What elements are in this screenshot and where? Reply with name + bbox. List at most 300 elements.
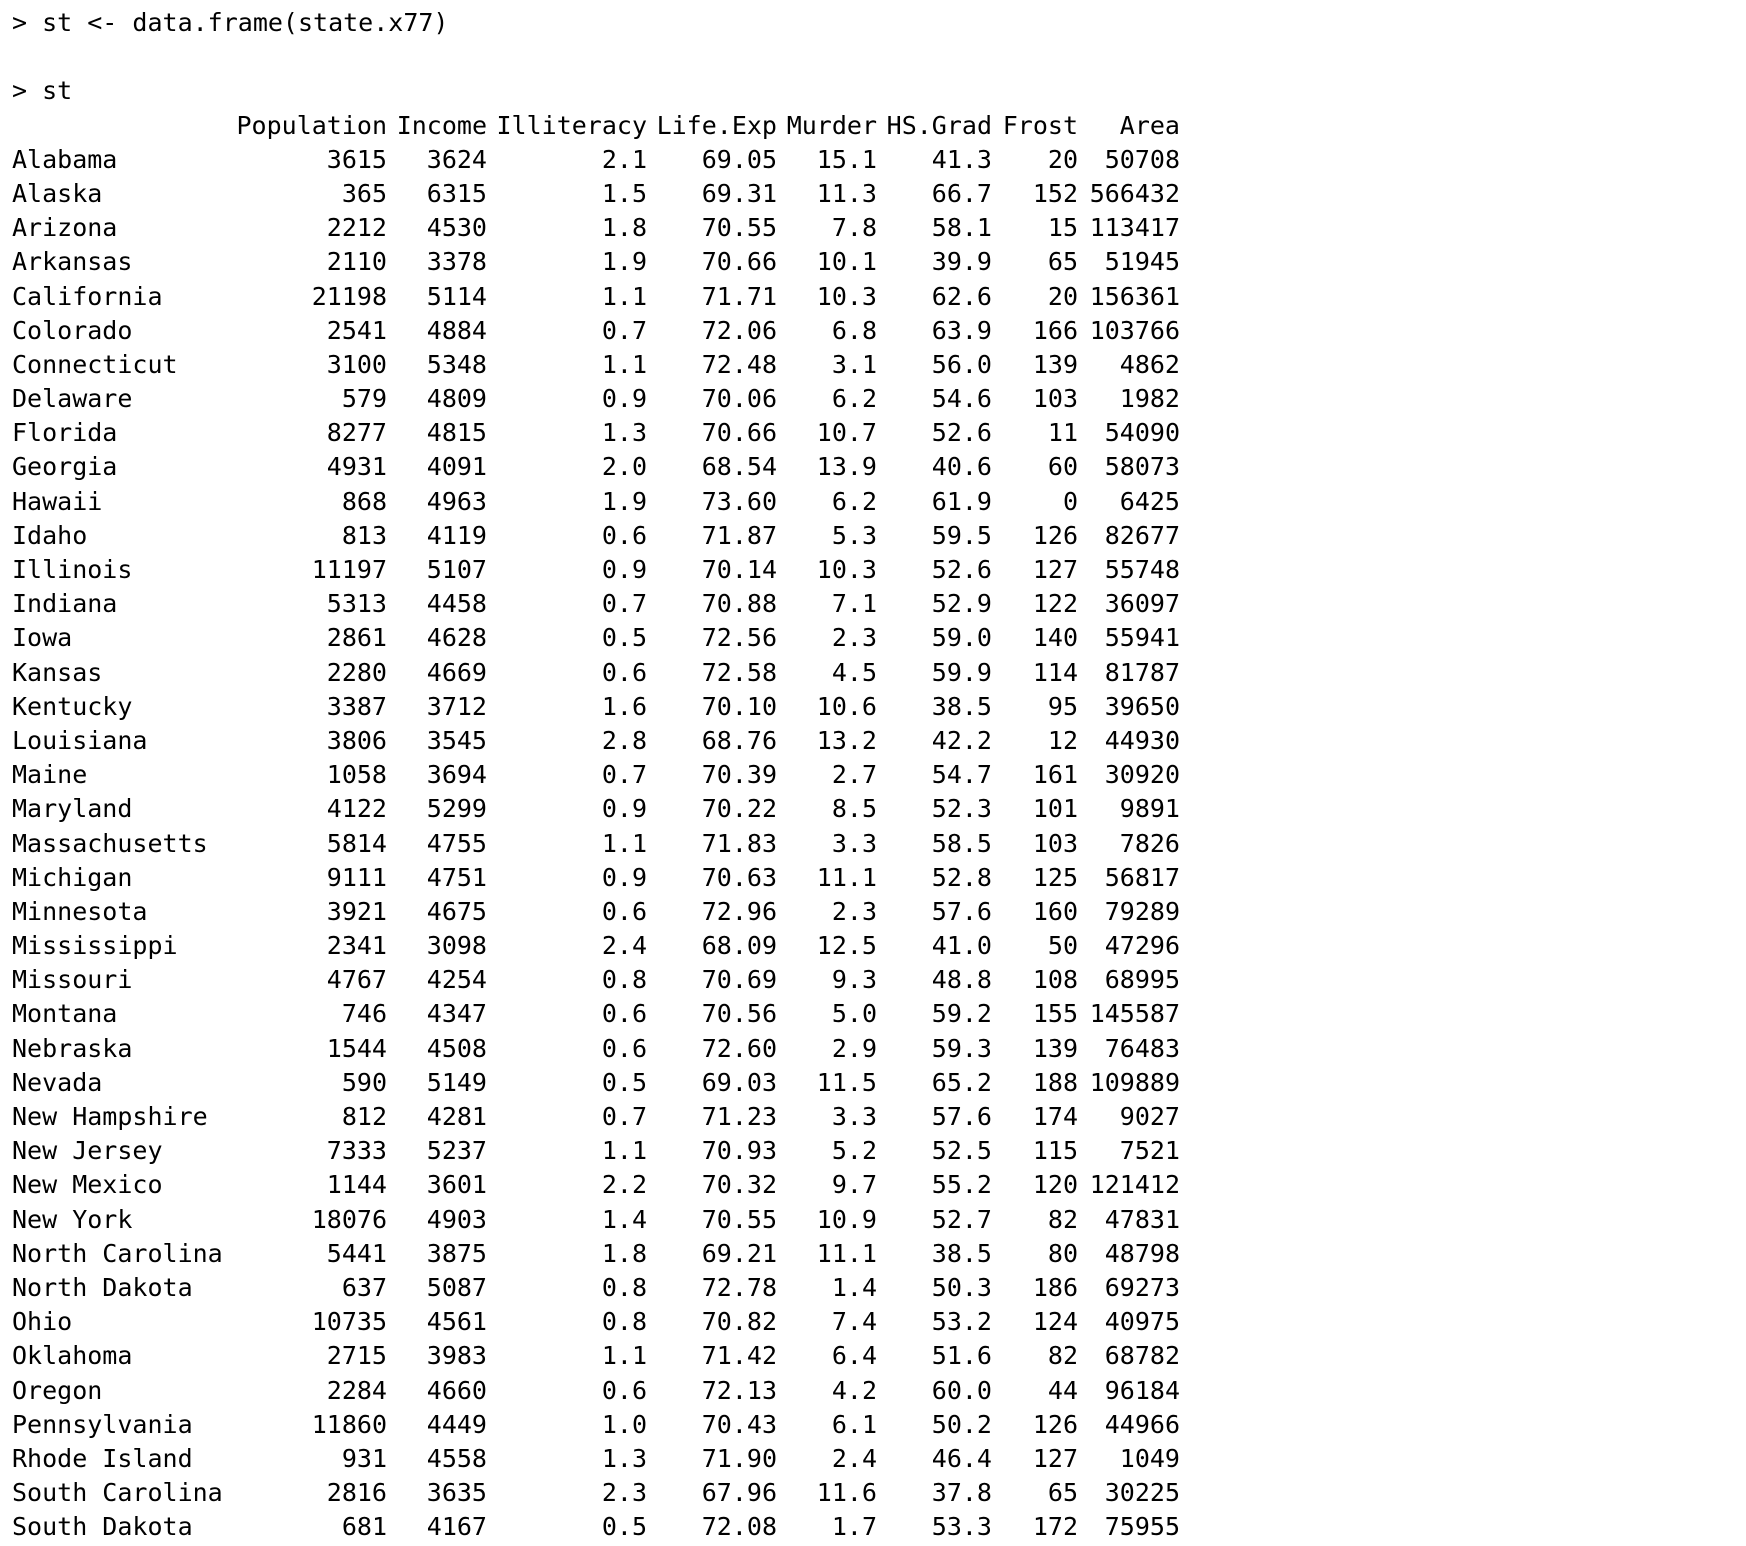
population-cell: 681: [341, 1512, 387, 1542]
life-exp-cell: 72.60: [701, 1033, 777, 1063]
income-cell: 4558: [426, 1443, 487, 1473]
hs-grad-cell: 66.7: [931, 178, 992, 208]
frost-cell: 80: [1047, 1238, 1078, 1268]
population-cell: 5441: [326, 1238, 387, 1268]
life-exp-cell: 70.55: [701, 213, 777, 243]
income-cell: 4660: [426, 1375, 487, 1405]
area-cell: 55941: [1104, 623, 1180, 653]
life-exp-cell: 67.96: [701, 1478, 777, 1508]
life-exp-cell: 71.87: [701, 520, 777, 550]
illiteracy-cell: 2.3: [601, 1478, 647, 1508]
hs-grad-cell: 41.3: [931, 144, 992, 174]
area-cell: 6425: [1119, 486, 1180, 516]
murder-cell: 10.9: [816, 1204, 877, 1234]
area-cell: 121412: [1089, 1170, 1180, 1200]
income-cell: 4508: [426, 1033, 487, 1063]
illiteracy-cell: 0.6: [601, 1375, 647, 1405]
column-header-murder: Murder: [786, 110, 877, 140]
population-cell: 3387: [326, 691, 387, 721]
frost-cell: 126: [1032, 1409, 1078, 1439]
population-cell: 931: [341, 1443, 387, 1473]
table-row: [12, 280, 1746, 314]
income-cell: 3378: [426, 247, 487, 277]
frost-cell: 103: [1032, 384, 1078, 414]
income-cell: 4458: [426, 589, 487, 619]
blank-line: [12, 40, 1746, 74]
population-cell: 2110: [326, 247, 387, 277]
frost-cell: 166: [1032, 315, 1078, 345]
population-cell: 3100: [326, 349, 387, 379]
murder-cell: 11.3: [816, 178, 877, 208]
murder-cell: 6.2: [831, 486, 877, 516]
income-cell: 4669: [426, 657, 487, 687]
area-cell: 58073: [1104, 452, 1180, 482]
population-cell: 1544: [326, 1033, 387, 1063]
illiteracy-cell: 0.6: [601, 896, 647, 926]
state-name-cell: Ohio: [12, 1307, 73, 1337]
hs-grad-cell: 50.3: [931, 1272, 992, 1302]
table-row: [12, 963, 1746, 997]
murder-cell: 10.3: [816, 555, 877, 584]
frost-cell: 103: [1032, 828, 1078, 858]
frost-cell: 161: [1032, 760, 1078, 790]
state-name-cell: Montana: [12, 999, 118, 1029]
illiteracy-cell: 0.6: [601, 657, 647, 687]
hs-grad-cell: 59.9: [931, 657, 992, 687]
column-header-frost: Frost: [1002, 110, 1078, 140]
illiteracy-cell: 1.6: [601, 691, 647, 721]
life-exp-cell: 70.10: [701, 691, 777, 721]
frost-cell: 126: [1032, 520, 1078, 550]
murder-cell: 1.4: [831, 1272, 877, 1302]
hs-grad-cell: 37.8: [931, 1478, 992, 1508]
life-exp-cell: 70.82: [701, 1307, 777, 1337]
murder-cell: 4.5: [831, 657, 877, 687]
population-cell: 4122: [326, 794, 387, 824]
income-cell: 4903: [426, 1204, 487, 1234]
table-row: [12, 1408, 1746, 1442]
population-cell: 3806: [326, 725, 387, 755]
murder-cell: 2.3: [831, 623, 877, 653]
population-cell: 812: [341, 1102, 387, 1131]
hs-grad-cell: 52.5: [931, 1136, 992, 1166]
murder-cell: 11.1: [816, 862, 877, 892]
table-row: [12, 519, 1746, 553]
life-exp-cell: 70.88: [701, 589, 777, 619]
area-cell: 39650: [1104, 691, 1180, 721]
income-cell: 4347: [426, 999, 487, 1029]
state-name-cell: Michigan: [12, 862, 133, 892]
population-cell: 2715: [326, 1341, 387, 1371]
population-cell: 9111: [326, 862, 387, 892]
murder-cell: 2.4: [831, 1443, 877, 1473]
population-cell: 21198: [311, 281, 387, 311]
frost-cell: 20: [1047, 281, 1078, 311]
table-row: [12, 656, 1746, 690]
population-cell: 2541: [326, 315, 387, 345]
state-name-cell: Pennsylvania: [12, 1409, 193, 1439]
frost-cell: 188: [1032, 1067, 1078, 1097]
life-exp-cell: 71.83: [701, 828, 777, 858]
income-cell: 5149: [426, 1067, 487, 1097]
murder-cell: 6.1: [831, 1409, 877, 1439]
life-exp-cell: 70.14: [701, 555, 777, 584]
area-cell: 51945: [1104, 247, 1180, 277]
area-cell: 47831: [1104, 1204, 1180, 1234]
table-row: [12, 1066, 1746, 1100]
hs-grad-cell: 59.0: [931, 623, 992, 653]
area-cell: 44966: [1104, 1409, 1180, 1439]
table-row: [12, 416, 1746, 450]
hs-grad-cell: 57.6: [931, 896, 992, 926]
population-cell: 2212: [326, 213, 387, 243]
column-header-income: Income: [396, 110, 487, 140]
illiteracy-cell: 0.9: [601, 384, 647, 414]
life-exp-cell: 70.69: [701, 965, 777, 995]
area-cell: 7521: [1119, 1136, 1180, 1166]
illiteracy-cell: 1.9: [601, 486, 647, 516]
murder-cell: 3.3: [831, 828, 877, 858]
income-cell: 4884: [426, 315, 487, 345]
hs-grad-cell: 65.2: [931, 1067, 992, 1097]
income-cell: 4963: [426, 486, 487, 516]
area-cell: 96184: [1104, 1375, 1180, 1405]
murder-cell: 6.4: [831, 1341, 877, 1371]
frost-cell: 60: [1047, 452, 1078, 482]
illiteracy-cell: 1.1: [601, 1341, 647, 1371]
area-cell: 9891: [1119, 794, 1180, 824]
illiteracy-cell: 0.8: [601, 965, 647, 995]
table-row: [12, 1032, 1746, 1066]
illiteracy-cell: 1.8: [601, 213, 647, 243]
state-name-cell: Idaho: [12, 520, 88, 550]
table-row: [12, 621, 1746, 655]
table-row: [12, 245, 1746, 279]
population-cell: 5814: [326, 828, 387, 858]
state-name-cell: Oklahoma: [12, 1341, 133, 1371]
frost-cell: 122: [1032, 589, 1078, 619]
income-cell: 5114: [426, 281, 487, 311]
income-cell: 4675: [426, 896, 487, 926]
state-name-cell: Colorado: [12, 315, 133, 345]
illiteracy-cell: 1.1: [601, 1136, 647, 1166]
income-cell: 4254: [426, 965, 487, 995]
population-cell: 1144: [326, 1170, 387, 1200]
illiteracy-cell: 0.6: [601, 999, 647, 1029]
life-exp-cell: 71.23: [701, 1102, 777, 1131]
population-cell: 1058: [326, 760, 387, 790]
illiteracy-cell: 1.3: [601, 418, 647, 448]
murder-cell: 12.5: [816, 931, 877, 961]
life-exp-cell: 70.39: [701, 760, 777, 790]
illiteracy-cell: 0.9: [601, 794, 647, 824]
illiteracy-cell: 0.8: [601, 1272, 647, 1302]
population-cell: 579: [341, 384, 387, 414]
frost-cell: 11: [1047, 418, 1078, 448]
murder-cell: 13.9: [816, 452, 877, 482]
population-cell: 18076: [311, 1204, 387, 1234]
hs-grad-cell: 52.3: [931, 794, 992, 824]
hs-grad-cell: 62.6: [931, 281, 992, 311]
area-cell: 36097: [1104, 589, 1180, 619]
life-exp-cell: 72.96: [701, 896, 777, 926]
area-cell: 50708: [1104, 144, 1180, 174]
life-exp-cell: 71.42: [701, 1341, 777, 1371]
frost-cell: 172: [1032, 1512, 1078, 1542]
murder-cell: 10.7: [816, 418, 877, 448]
area-cell: 30920: [1104, 760, 1180, 790]
state-name-cell: New Jersey: [12, 1136, 163, 1166]
murder-cell: 8.5: [831, 794, 877, 824]
table-row: [12, 1134, 1746, 1168]
frost-cell: 139: [1032, 1033, 1078, 1063]
population-cell: 7333: [326, 1136, 387, 1166]
hs-grad-cell: 54.7: [931, 760, 992, 790]
murder-cell: 10.1: [816, 247, 877, 277]
state-name-cell: Illinois: [12, 555, 133, 584]
life-exp-cell: 72.13: [701, 1375, 777, 1405]
murder-cell: 4.2: [831, 1375, 877, 1405]
frost-cell: 160: [1032, 896, 1078, 926]
table-row: [12, 1100, 1746, 1134]
murder-cell: 15.1: [816, 144, 877, 174]
hs-grad-cell: 53.3: [931, 1512, 992, 1542]
income-cell: 5348: [426, 349, 487, 379]
area-cell: 7826: [1119, 828, 1180, 858]
income-cell: 4561: [426, 1307, 487, 1337]
population-cell: 4931: [326, 452, 387, 482]
hs-grad-cell: 53.2: [931, 1307, 992, 1337]
population-cell: 10735: [311, 1307, 387, 1337]
life-exp-cell: 71.71: [701, 281, 777, 311]
area-cell: 56817: [1104, 862, 1180, 892]
frost-cell: 0: [1062, 486, 1078, 516]
table-row: [12, 997, 1746, 1031]
state-name-cell: Iowa: [12, 623, 73, 653]
table-row: [12, 553, 1746, 587]
frost-cell: 140: [1032, 623, 1078, 653]
frost-cell: 65: [1047, 1478, 1078, 1508]
table-row: [12, 485, 1746, 519]
income-cell: 5107: [426, 555, 487, 584]
area-cell: 55748: [1104, 555, 1180, 584]
frost-cell: 95: [1047, 691, 1078, 721]
hs-grad-cell: 38.5: [931, 1238, 992, 1268]
area-cell: 48798: [1104, 1238, 1180, 1268]
population-cell: 2284: [326, 1375, 387, 1405]
illiteracy-cell: 2.4: [601, 931, 647, 961]
illiteracy-cell: 1.4: [601, 1204, 647, 1234]
table-row: [12, 861, 1746, 895]
income-cell: 4751: [426, 862, 487, 892]
life-exp-cell: 72.56: [701, 623, 777, 653]
population-cell: 11860: [311, 1409, 387, 1439]
life-exp-cell: 72.08: [701, 1512, 777, 1542]
hs-grad-cell: 63.9: [931, 315, 992, 345]
murder-cell: 2.3: [831, 896, 877, 926]
income-cell: 3601: [426, 1170, 487, 1200]
frost-cell: 120: [1032, 1170, 1078, 1200]
hs-grad-cell: 51.6: [931, 1341, 992, 1371]
area-cell: 68782: [1104, 1341, 1180, 1371]
hs-grad-cell: 52.8: [931, 862, 992, 892]
frost-cell: 12: [1047, 725, 1078, 755]
hs-grad-cell: 52.9: [931, 589, 992, 619]
murder-cell: 6.2: [831, 384, 877, 414]
illiteracy-cell: 0.5: [601, 1067, 647, 1097]
area-cell: 156361: [1089, 281, 1180, 311]
hs-grad-cell: 61.9: [931, 486, 992, 516]
column-header-life-exp: Life.Exp: [656, 110, 777, 140]
state-name-cell: Connecticut: [12, 349, 178, 379]
life-exp-cell: 72.06: [701, 315, 777, 345]
table-row: [12, 1271, 1746, 1305]
state-name-cell: Missouri: [12, 965, 133, 995]
illiteracy-cell: 1.3: [601, 1443, 647, 1473]
income-cell: 5087: [426, 1272, 487, 1302]
frost-cell: 15: [1047, 213, 1078, 243]
life-exp-cell: 68.54: [701, 452, 777, 482]
area-cell: 113417: [1089, 213, 1180, 243]
state-name-cell: Mississippi: [12, 931, 178, 961]
hs-grad-cell: 55.2: [931, 1170, 992, 1200]
illiteracy-cell: 0.7: [601, 1102, 647, 1131]
life-exp-cell: 70.55: [701, 1204, 777, 1234]
frost-cell: 101: [1032, 794, 1078, 824]
state-name-cell: New Hampshire: [12, 1102, 208, 1131]
hs-grad-cell: 46.4: [931, 1443, 992, 1473]
income-cell: 5299: [426, 794, 487, 824]
hs-grad-cell: 42.2: [931, 725, 992, 755]
area-cell: 1982: [1119, 384, 1180, 414]
illiteracy-cell: 2.2: [601, 1170, 647, 1200]
murder-cell: 7.1: [831, 589, 877, 619]
frost-cell: 108: [1032, 965, 1078, 995]
column-header-population: Population: [236, 110, 387, 140]
population-cell: 813: [341, 520, 387, 550]
table-row: [12, 382, 1746, 416]
table-row: [12, 143, 1746, 177]
murder-cell: 3.3: [831, 1102, 877, 1131]
table-row: [12, 211, 1746, 245]
illiteracy-cell: 0.5: [601, 1512, 647, 1542]
population-cell: 746: [341, 999, 387, 1029]
frost-cell: 65: [1047, 247, 1078, 277]
frost-cell: 186: [1032, 1272, 1078, 1302]
area-cell: 81787: [1104, 657, 1180, 687]
income-cell: 4091: [426, 452, 487, 482]
table-row: [12, 450, 1746, 484]
illiteracy-cell: 2.0: [601, 452, 647, 482]
table-row: [12, 1168, 1746, 1202]
income-cell: 4530: [426, 213, 487, 243]
income-cell: 6315: [426, 178, 487, 208]
state-name-cell: Kentucky: [12, 691, 133, 721]
area-cell: 54090: [1104, 418, 1180, 448]
murder-cell: 7.8: [831, 213, 877, 243]
area-cell: 79289: [1104, 896, 1180, 926]
income-cell: 4815: [426, 418, 487, 448]
state-name-cell: Delaware: [12, 384, 133, 414]
state-name-cell: Louisiana: [12, 725, 148, 755]
hs-grad-cell: 56.0: [931, 349, 992, 379]
column-header-area: Area: [1119, 110, 1180, 140]
murder-cell: 10.3: [816, 281, 877, 311]
area-cell: 109889: [1089, 1067, 1180, 1097]
murder-cell: 9.7: [831, 1170, 877, 1200]
life-exp-cell: 72.58: [701, 657, 777, 687]
column-header-illiteracy: Illiteracy: [496, 110, 647, 140]
income-cell: 4809: [426, 384, 487, 414]
population-cell: 868: [341, 486, 387, 516]
life-exp-cell: 70.63: [701, 862, 777, 892]
table-row: [12, 929, 1746, 963]
table-row: [12, 314, 1746, 348]
hs-grad-cell: 60.0: [931, 1375, 992, 1405]
state-name-cell: New Mexico: [12, 1170, 163, 1200]
state-name-cell: South Carolina: [12, 1478, 223, 1508]
illiteracy-cell: 0.6: [601, 520, 647, 550]
life-exp-cell: 70.06: [701, 384, 777, 414]
hs-grad-cell: 58.1: [931, 213, 992, 243]
illiteracy-cell: 0.7: [601, 760, 647, 790]
state-name-cell: Minnesota: [12, 896, 148, 926]
illiteracy-cell: 1.8: [601, 1238, 647, 1268]
table-row: [12, 895, 1746, 929]
command-line: > st: [12, 76, 73, 106]
murder-cell: 6.8: [831, 315, 877, 345]
murder-cell: 2.7: [831, 760, 877, 790]
frost-cell: 82: [1047, 1341, 1078, 1371]
illiteracy-cell: 1.9: [601, 247, 647, 277]
population-cell: 2861: [326, 623, 387, 653]
frost-cell: 125: [1032, 862, 1078, 892]
income-cell: 5237: [426, 1136, 487, 1166]
state-name-cell: Hawaii: [12, 486, 103, 516]
table-row: [12, 1305, 1746, 1339]
life-exp-cell: 68.09: [701, 931, 777, 961]
life-exp-cell: 72.78: [701, 1272, 777, 1302]
life-exp-cell: 73.60: [701, 486, 777, 516]
income-cell: 3694: [426, 760, 487, 790]
table-row: [12, 1237, 1746, 1271]
area-cell: 47296: [1104, 931, 1180, 961]
income-cell: 4167: [426, 1512, 487, 1542]
state-name-cell: Georgia: [12, 452, 118, 482]
state-name-cell: Oregon: [12, 1375, 103, 1405]
murder-cell: 13.2: [816, 725, 877, 755]
column-header-rowname: [12, 109, 227, 143]
life-exp-cell: 70.43: [701, 1409, 777, 1439]
population-cell: 11197: [311, 555, 387, 584]
murder-cell: 11.1: [816, 1238, 877, 1268]
area-cell: 76483: [1104, 1033, 1180, 1063]
population-cell: 8277: [326, 418, 387, 448]
state-name-cell: Indiana: [12, 589, 118, 619]
table-row: [12, 827, 1746, 861]
table-row: [12, 1442, 1746, 1476]
life-exp-cell: 70.66: [701, 418, 777, 448]
area-cell: 4862: [1119, 349, 1180, 379]
state-name-cell: North Dakota: [12, 1272, 193, 1302]
state-name-cell: Nebraska: [12, 1033, 133, 1063]
population-cell: 2280: [326, 657, 387, 687]
illiteracy-cell: 0.5: [601, 623, 647, 653]
frost-cell: 139: [1032, 349, 1078, 379]
state-name-cell: Maine: [12, 760, 88, 790]
table-row: [12, 1203, 1746, 1237]
life-exp-cell: 70.32: [701, 1170, 777, 1200]
